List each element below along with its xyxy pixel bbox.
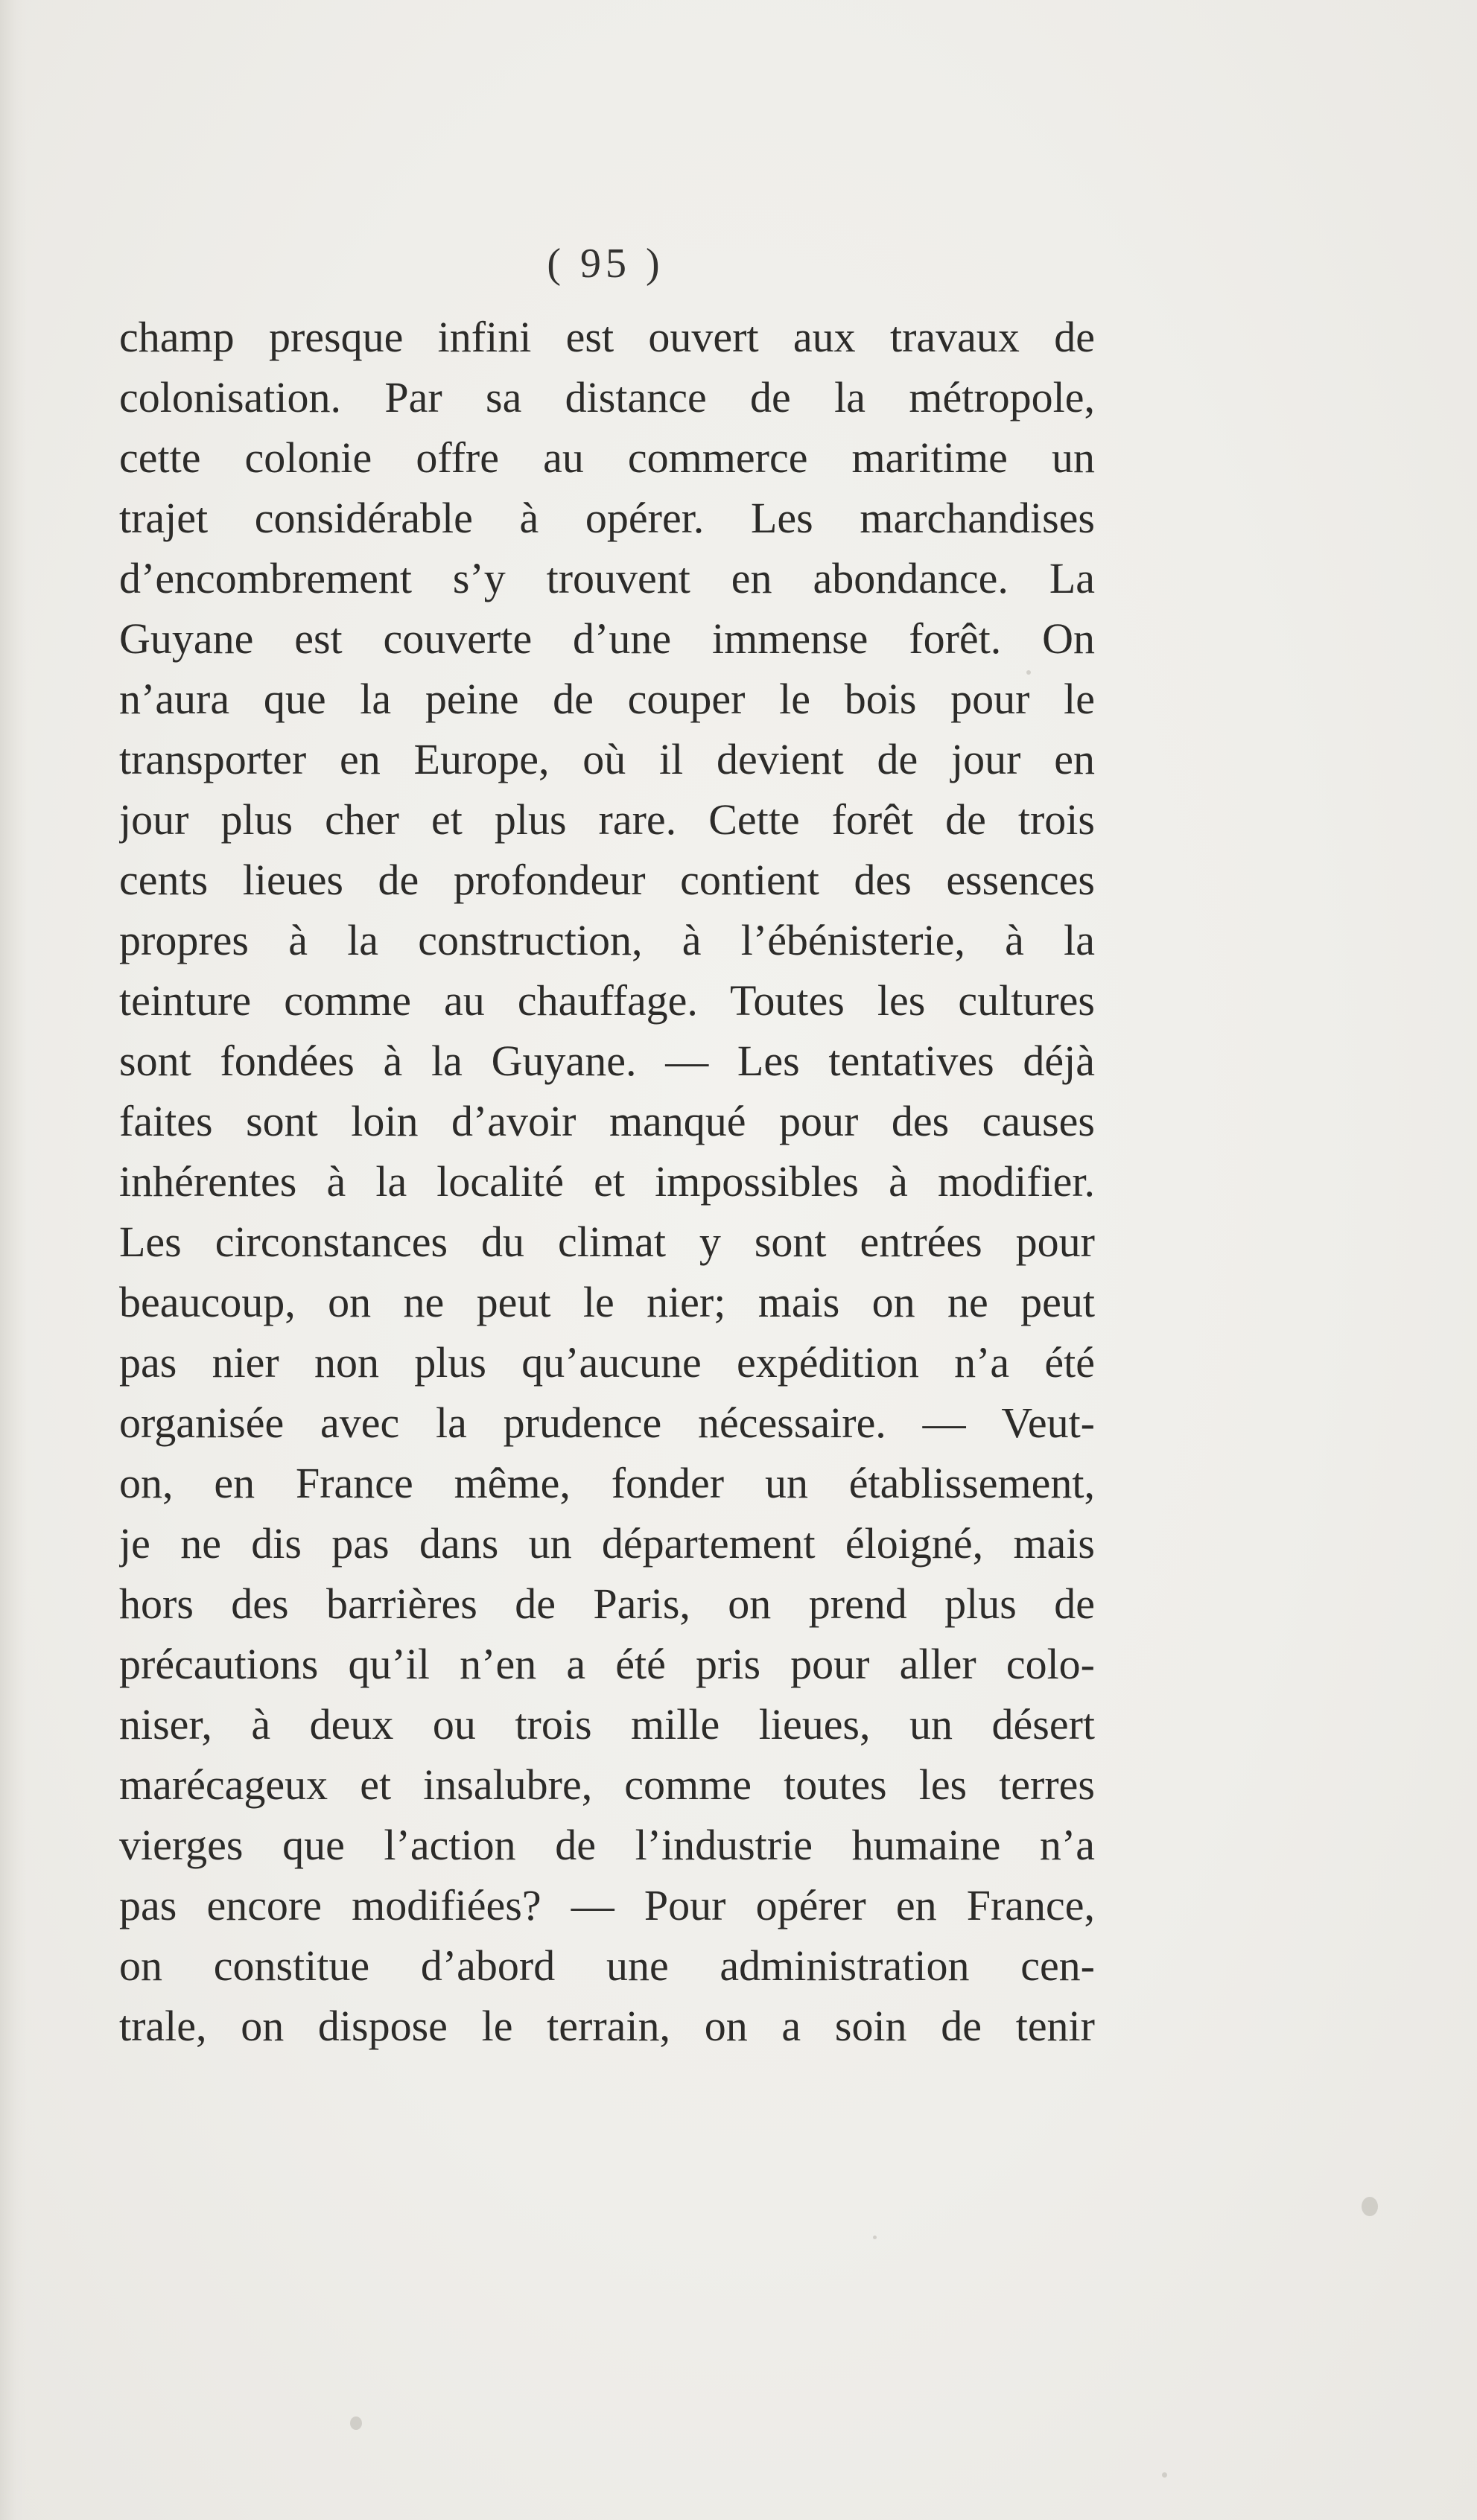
- text-line: Guyane est couverte d’une immense forêt. On: [119, 614, 1095, 663]
- text-line: inhérentes à la localité et impossibles à modifier.: [119, 1157, 1095, 1206]
- page-number: ( 95 ): [547, 241, 664, 287]
- text-line: trale, on dispose le terrain, on a soin de tenir: [119, 2002, 1095, 2050]
- text-line: teinture comme au chauffage. Toutes les cultures: [119, 976, 1095, 1025]
- text-line: cette colonie offre au commerce maritime un: [119, 433, 1095, 482]
- text-line: pas encore modifiées? — Pour opérer en France,: [119, 1881, 1095, 1929]
- paper-speck: [1162, 2472, 1167, 2478]
- text-line: cents lieues de profondeur contient des essences: [119, 856, 1095, 904]
- text-line: propres à la construction, à l’ébénisterie, à la: [119, 916, 1095, 964]
- text-line: faites sont loin d’avoir manqué pour des causes: [119, 1097, 1095, 1145]
- text-line: organisée avec la prudence nécessaire. — Veut-: [119, 1399, 1095, 1447]
- text-line: sont fondées à la Guyane. — Les tentatives déjà: [119, 1037, 1095, 1085]
- paper-speck: [873, 2236, 877, 2239]
- text-line: marécageux et insalubre, comme toutes les terres: [119, 1760, 1095, 1809]
- text-line: précautions qu’il n’en a été pris pour aller colo-: [119, 1640, 1095, 1688]
- text-line: pas nier non plus qu’aucune expédition n’a été: [119, 1338, 1095, 1387]
- text-line: d’encombrement s’y trouvent en abondance. La: [119, 554, 1095, 602]
- text-line: niser, à deux ou trois mille lieues, un désert: [119, 1700, 1095, 1749]
- text-line: transporter en Europe, où il devient de jour en: [119, 735, 1095, 783]
- text-line: trajet considérable à opérer. Les marchandises: [119, 494, 1095, 542]
- text-line: beaucoup, on ne peut le nier; mais on ne peut: [119, 1278, 1095, 1326]
- text-line: champ presque infini est ouvert aux travaux de: [119, 313, 1095, 361]
- text-line: jour plus cher et plus rare. Cette forêt de trois: [119, 795, 1095, 844]
- text-line: je ne dis pas dans un département éloigné, mais: [119, 1519, 1095, 1568]
- paper-speck: [1362, 2197, 1378, 2216]
- text-line: on, en France même, fonder un établissement,: [119, 1459, 1095, 1507]
- binding-gutter: [0, 0, 27, 2520]
- paper-speck: [350, 2416, 362, 2430]
- body-text: [119, 307, 1095, 2056]
- text-line: vierges que l’action de l’industrie humaine n’a: [119, 1821, 1095, 1869]
- text-line: colonisation. Par sa distance de la métropole,: [119, 373, 1095, 421]
- text-line: Les circonstances du climat y sont entrées pour: [119, 1218, 1095, 1266]
- text-line: on constitue d’abord une administration cen-: [119, 1941, 1095, 1990]
- text-line: n’aura que la peine de couper le bois pour le: [119, 675, 1095, 723]
- text-line: hors des barrières de Paris, on prend plus de: [119, 1579, 1095, 1628]
